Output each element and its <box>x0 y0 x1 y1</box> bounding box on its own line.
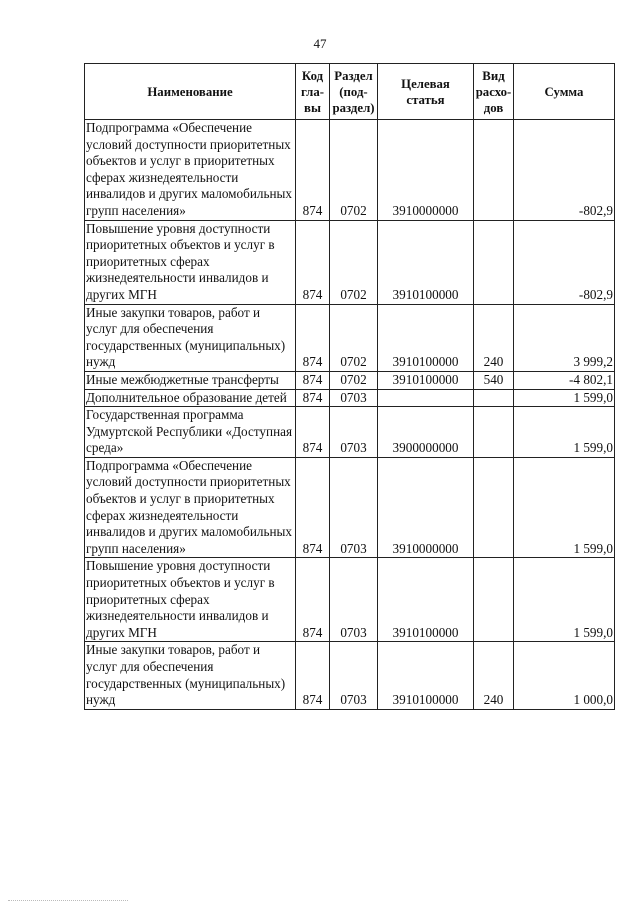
row-expense-type-cell: 240 <box>474 304 514 371</box>
row-chapter-code-cell: 874 <box>296 220 330 304</box>
table-row <box>85 642 615 709</box>
row-name-cell: Иные закупки товаров, работ и услуг для обеспечения государственных (муниципальных) нужд <box>85 304 296 371</box>
row-section-cell: 0702 <box>330 220 378 304</box>
row-target-item-cell: 3900000000 <box>378 407 474 458</box>
header-section: Раздел (под- раздел) <box>330 64 378 120</box>
table-row <box>85 371 615 389</box>
row-name-cell: Иные межбюджетные трансферты <box>85 371 296 389</box>
row-expense-type-cell <box>474 220 514 304</box>
header-amount: Сумма <box>514 64 615 120</box>
table-body <box>85 120 615 710</box>
row-name-cell: Дополнительное образование детей <box>85 389 296 407</box>
header-chapter-code: Код гла- вы <box>296 64 330 120</box>
row-target-item-cell: 3910100000 <box>378 304 474 371</box>
table-row <box>85 220 615 304</box>
row-chapter-code-cell: 874 <box>296 457 330 558</box>
table-row <box>85 457 615 558</box>
row-target-item-cell: 3910100000 <box>378 371 474 389</box>
row-expense-type-cell <box>474 558 514 642</box>
header-row <box>85 64 615 120</box>
row-expense-type-cell <box>474 457 514 558</box>
row-target-item-cell: 3910100000 <box>378 220 474 304</box>
budget-table <box>84 63 615 710</box>
table-row <box>85 304 615 371</box>
row-name-cell: Повышение уровня доступности приоритетных объектов и услуг в приоритетных сферах жизнедеятельности инвалидов и других МГН <box>85 220 296 304</box>
row-target-item-cell <box>378 389 474 407</box>
table-row <box>85 120 615 221</box>
row-name-cell: Подпрограмма «Обеспечение условий доступности приоритетных объектов и услуг в приоритетных сферах жизнедеятельности инвалидов и других маломобильных групп населения» <box>85 457 296 558</box>
row-section-cell: 0703 <box>330 457 378 558</box>
row-section-cell: 0703 <box>330 389 378 407</box>
row-section-cell: 0702 <box>330 371 378 389</box>
row-chapter-code-cell: 874 <box>296 120 330 221</box>
row-expense-type-cell <box>474 407 514 458</box>
row-amount-cell: -4 802,1 <box>514 371 615 389</box>
row-expense-type-cell: 540 <box>474 371 514 389</box>
row-expense-type-cell <box>474 389 514 407</box>
table-row <box>85 558 615 642</box>
row-chapter-code-cell: 874 <box>296 558 330 642</box>
page-number: 47 <box>313 36 327 51</box>
row-name-cell: Повышение уровня доступности приоритетных объектов и услуг в приоритетных сферах жизнедеятельности инвалидов и других МГН <box>85 558 296 642</box>
row-chapter-code-cell: 874 <box>296 642 330 709</box>
row-target-item-cell: 3910100000 <box>378 558 474 642</box>
row-section-cell: 0703 <box>330 407 378 458</box>
row-name-cell: Государственная программа Удмуртской Республики «Доступная среда» <box>85 407 296 458</box>
table-header <box>85 64 615 120</box>
row-expense-type-cell <box>474 120 514 221</box>
row-chapter-code-cell: 874 <box>296 304 330 371</box>
row-expense-type-cell: 240 <box>474 642 514 709</box>
row-target-item-cell: 3910000000 <box>378 120 474 221</box>
row-amount-cell: 3 999,2 <box>514 304 615 371</box>
row-amount-cell: 1 599,0 <box>514 558 615 642</box>
row-name-cell: Подпрограмма «Обеспечение условий доступности приоритетных объектов и услуг в приоритетных сферах жизнедеятельности инвалидов и других маломобильных групп населения» <box>85 120 296 221</box>
row-section-cell: 0702 <box>330 304 378 371</box>
table-row <box>85 389 615 407</box>
row-chapter-code-cell: 874 <box>296 407 330 458</box>
row-name-cell: Иные закупки товаров, работ и услуг для обеспечения государственных (муниципальных) нужд <box>85 642 296 709</box>
scan-edge-mark <box>8 898 128 901</box>
header-expense-type: Вид расхо- дов <box>474 64 514 120</box>
row-amount-cell: 1 599,0 <box>514 457 615 558</box>
row-amount-cell: 1 599,0 <box>514 389 615 407</box>
row-amount-cell: 1 599,0 <box>514 407 615 458</box>
row-section-cell: 0702 <box>330 120 378 221</box>
table-row <box>85 407 615 458</box>
header-target-item: Целевая статья <box>378 64 474 120</box>
header-name: Наименование <box>85 64 296 120</box>
row-section-cell: 0703 <box>330 642 378 709</box>
row-chapter-code-cell: 874 <box>296 389 330 407</box>
row-target-item-cell: 3910000000 <box>378 457 474 558</box>
row-amount-cell: 1 000,0 <box>514 642 615 709</box>
row-chapter-code-cell: 874 <box>296 371 330 389</box>
row-target-item-cell: 3910100000 <box>378 642 474 709</box>
row-section-cell: 0703 <box>330 558 378 642</box>
row-amount-cell: -802,9 <box>514 220 615 304</box>
row-amount-cell: -802,9 <box>514 120 615 221</box>
